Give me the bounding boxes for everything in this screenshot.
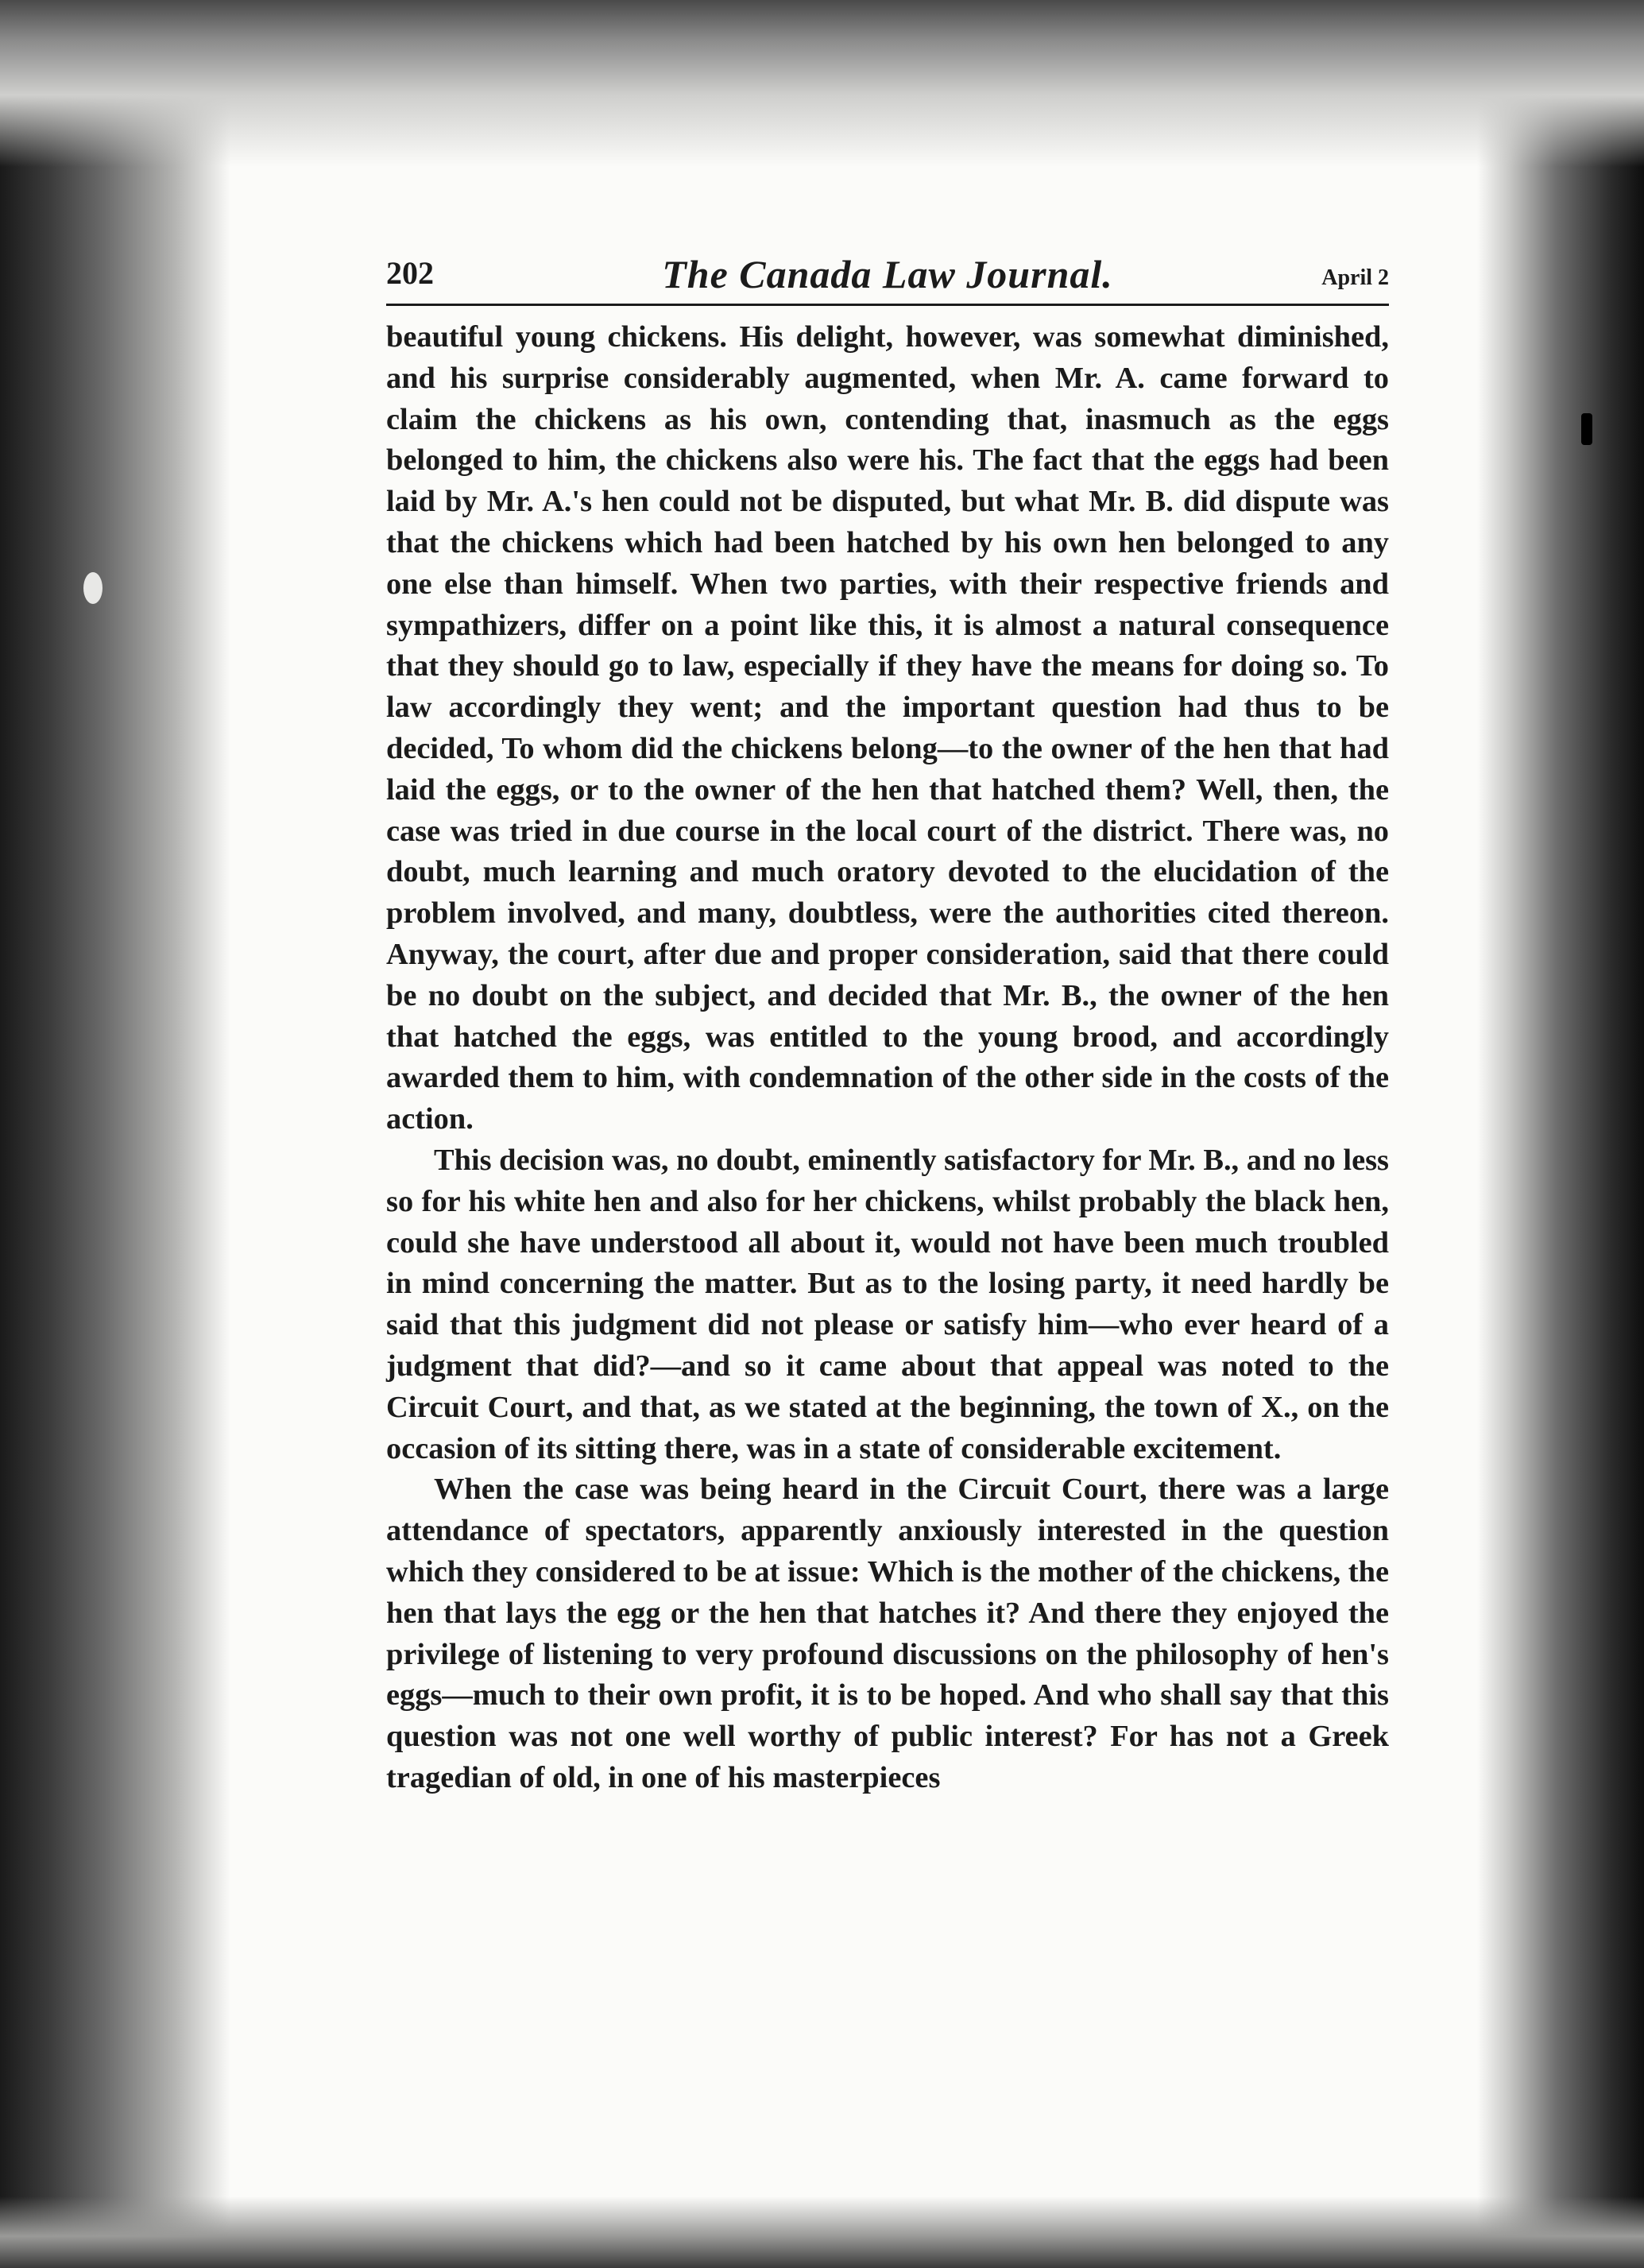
scan-speck [83,572,103,604]
paragraph-2: This decision was, no doubt, eminently satisfactory for Mr. B., and no less so for his white hen and also for her chickens, whilst probably the black hen, could she have understood all about it, would not have been much troubled in mind concerning the matter. But as to the losing party, it need hardly be said that this judgment did not please or satisfy him—who ever heard of a judgment that did?—and so it came about that appeal was noted to the Circuit Court, and that, as we stated at the beginning, the town of X., on the occasion of its sitting there, was in a state of considerable excitement. [386,1143,1389,1465]
article-body [386,317,1389,1799]
journal-page [386,254,1389,1799]
issue-date: April 2 [1321,265,1389,290]
journal-title: The Canada Law Journal. [662,252,1113,296]
scan-shadow-left [0,0,230,2268]
page-number: 202 [386,255,434,291]
scan-speck [1581,413,1592,445]
scan-shadow-bottom [0,2196,1644,2268]
paragraph-1: beautiful young chickens. His delight, however, was somewhat diminished, and his surprise considerably augmented, when Mr. A. came forward to claim the chickens as his own, contending that, inasmuch as the eggs belonged to him, the chickens also were his. The fact that the eggs had been laid by Mr. A.'s hen could not be disputed, but what Mr. B. did dispute was that the chickens which had been hatched by his own hen belonged to any one else than himself. When two parties, with their respective friends and sympathizers, differ on a point like this, it is almost a natural consequence that they should go to law, especially if they have the means for doing so. To law accordingly they went; and the important question had thus to be decided, To whom did the chickens belong—to the owner of the hen that had laid the eggs, or to the owner of the hen that hatched them? Well, then, the case was tried in due course in the local court of the district. There was, no doubt, much learning and much oratory devoted to the elucidation of the problem involved, and many, doubtless, were the authorities cited thereon. Anyway, the court, after due and proper consideration, said that there could be no doubt on the subject, and decided that Mr. B., the owner of the hen that hatched the eggs, was entitled to the young brood, and accordingly awarded them to him, with condemnation of the other side in the costs of the action. [386,320,1389,1136]
paragraph-3: When the case was being heard in the Circuit Court, there was a large attendance of spectators, apparently anxiously interested in the question which they considered to be at issue: Which is the mother of the chickens, the hen that lays the egg or the hen that hatches it? And there they enjoyed the privilege of listening to very profound discussions on the philosophy of hen's eggs—much to their own profit, it is to be hoped. And who shall say that this question was not one well worthy of public interest? For has not a Greek tragedian of old, in one of his masterpieces [386,1473,1389,1794]
running-head [386,254,1389,306]
scan-shadow-top [0,0,1644,167]
scan-shadow-right [1477,0,1644,2268]
